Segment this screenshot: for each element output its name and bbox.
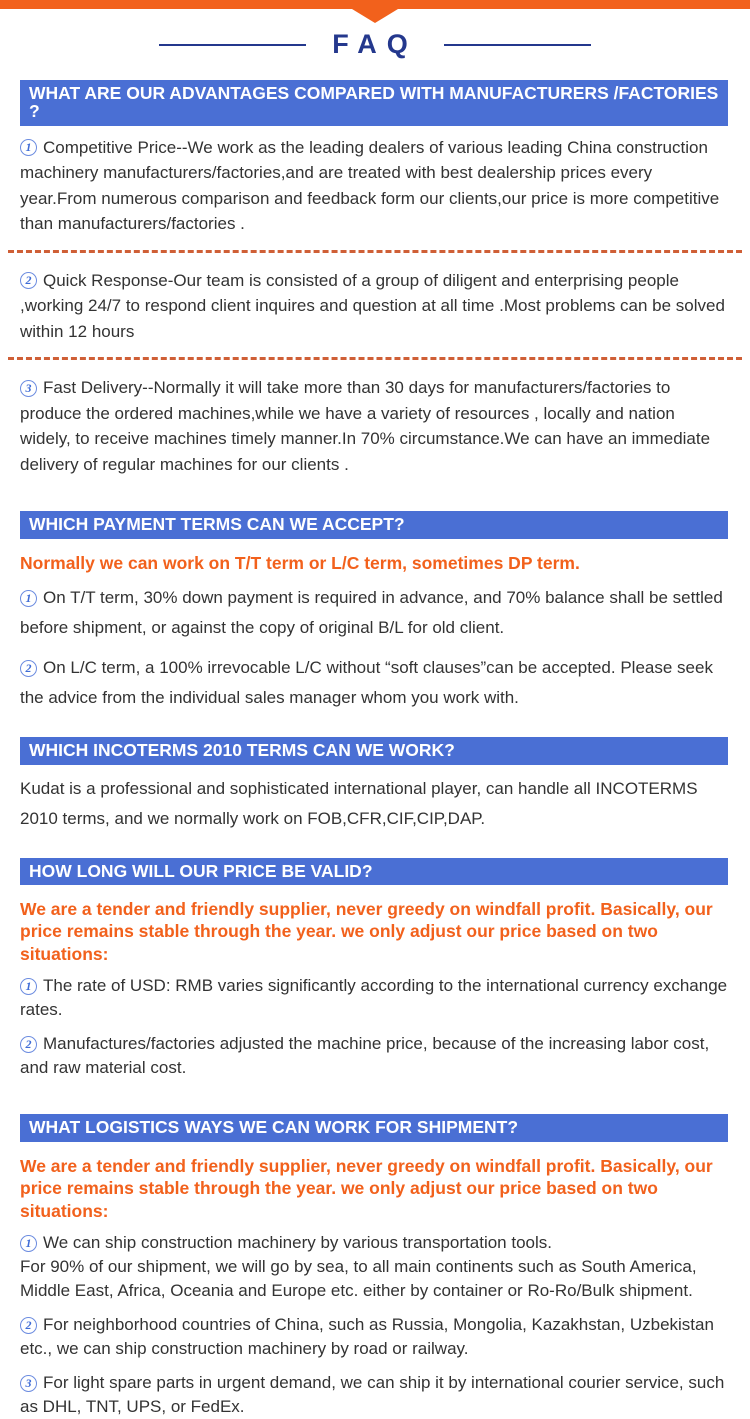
faq-item [20, 583, 730, 643]
circled-number-icon: 2 [20, 1036, 37, 1053]
section-heading-advantages: WHAT ARE OUR ADVANTAGES COMPARED WITH MANUFACTURERS /FACTORIES ? [20, 80, 728, 126]
faq-header [0, 29, 750, 60]
circled-number-icon: 1 [20, 1235, 37, 1252]
section-heading-incoterms: WHICH INCOTERMS 2010 TERMS CAN WE WORK? [20, 737, 728, 764]
faq-item [20, 653, 730, 713]
faq-item-text: We can ship construction machinery by various transportation tools. [43, 1233, 552, 1253]
faq-item [20, 1371, 730, 1419]
faq-item-text: Quick Response-Our team is consisted of a group of diligent and enterprising people ,working 24/7 to respond client inquires and question at all time .Most problems can be solved within 12 hours [20, 270, 725, 341]
faq-item-text: On T/T term, 30% down payment is required in advance, and 70% balance shall be settled before shipment, or against the copy of original B/L for old client. [20, 588, 723, 638]
section-advantages [0, 80, 750, 477]
faq-item-text: Fast Delivery--Normally it will take more than 30 days for manufacturers/factories to produce the ordered machines,while we have a variety of resources , locally and nation widely, to receive machines timely manner.In 70% circumstance.We can have an immediate delivery of regular machines for our clients . [20, 378, 711, 474]
spacer [0, 723, 750, 737]
faq-item [20, 1032, 730, 1080]
circled-number-icon: 1 [20, 978, 37, 995]
dashed-divider [8, 357, 742, 360]
faq-item [20, 268, 730, 345]
section-logistics [0, 1114, 750, 1419]
section-incoterms [0, 737, 750, 833]
circled-number-icon: 2 [20, 1317, 37, 1334]
section-intro-accent: Normally we can work on T/T term or L/C term, sometimes DP term. [20, 552, 580, 573]
faq-item [20, 1231, 730, 1303]
circled-number-icon: 1 [20, 139, 37, 156]
faq-item-text: The rate of USD: RMB varies significantly according to the international currency exchange rates. [20, 976, 728, 1020]
circled-number-icon: 3 [20, 1375, 37, 1392]
circled-number-icon: 2 [20, 660, 37, 677]
spacer [0, 844, 750, 858]
faq-item [20, 1313, 730, 1361]
page-title: FAQ [332, 29, 418, 59]
faq-item-text: For neighborhood countries of China, such as Russia, Mongolia, Kazakhstan, Uzbekistan etc., we can ship construction machinery by road or railway. [20, 1315, 714, 1359]
spacer [0, 1090, 750, 1114]
section-payment-terms [0, 511, 750, 713]
section-heading-price: HOW LONG WILL OUR PRICE BE VALID? [20, 858, 728, 885]
faq-item-text: Manufactures/factories adjusted the machine price, because of the increasing labor cost, and raw material cost. [20, 1034, 710, 1078]
faq-item-text: On L/C term, a 100% irrevocable L/C without “soft clauses”can be accepted. Please seek the advice from the individual sales manager whom you work with. [20, 658, 713, 708]
section-intro-accent: We are a tender and friendly supplier, never greedy on windfall profit. Basically, our price remains stable through the year. we only adjust our price based on two situations: [20, 1155, 713, 1221]
circled-number-icon: 2 [20, 272, 37, 289]
faq-item-text: Competitive Price--We work as the leading dealers of various leading China construction machinery manufacturers/factories,and are treated with best dealership prices every year.From numerous comparison and feedback form our clients,our price is more competitive than manufacturers/factories . [20, 137, 720, 234]
section-price-validity [0, 858, 750, 1081]
spacer [0, 487, 750, 511]
top-divider-bar [0, 0, 750, 9]
faq-item [20, 135, 730, 237]
dashed-divider [8, 250, 742, 253]
faq-item [20, 375, 730, 477]
section-body-text: Kudat is a professional and sophisticated international player, can handle all INCOTERMS 2010 terms, and we normally work on FOB,CFR,CIF,CIP,DAP. [20, 778, 698, 828]
faq-item-text: For light spare parts in urgent demand, we can ship it by international courier service, such as DHL, TNT, UPS, or FedEx. [20, 1373, 725, 1417]
circled-number-icon: 1 [20, 590, 37, 607]
circled-number-icon: 3 [20, 380, 37, 397]
title-rule-right [444, 44, 591, 46]
faq-item-text-continued: For 90% of our shipment, we will go by sea, to all main continents such as South America, Middle East, Africa, Oceania and Europe etc. either by container or Ro-Ro/Bulk shipment. [20, 1257, 697, 1301]
down-arrow-icon [352, 9, 398, 23]
section-heading-logistics: WHAT LOGISTICS WAYS WE CAN WORK FOR SHIPMENT? [20, 1114, 728, 1141]
section-heading-payment: WHICH PAYMENT TERMS CAN WE ACCEPT? [20, 511, 728, 538]
faq-item [20, 974, 730, 1022]
title-rule-left [159, 44, 306, 46]
section-intro-accent: We are a tender and friendly supplier, never greedy on windfall profit. Basically, our price remains stable through the year. we only adjust our price based on two situations: [20, 898, 713, 964]
